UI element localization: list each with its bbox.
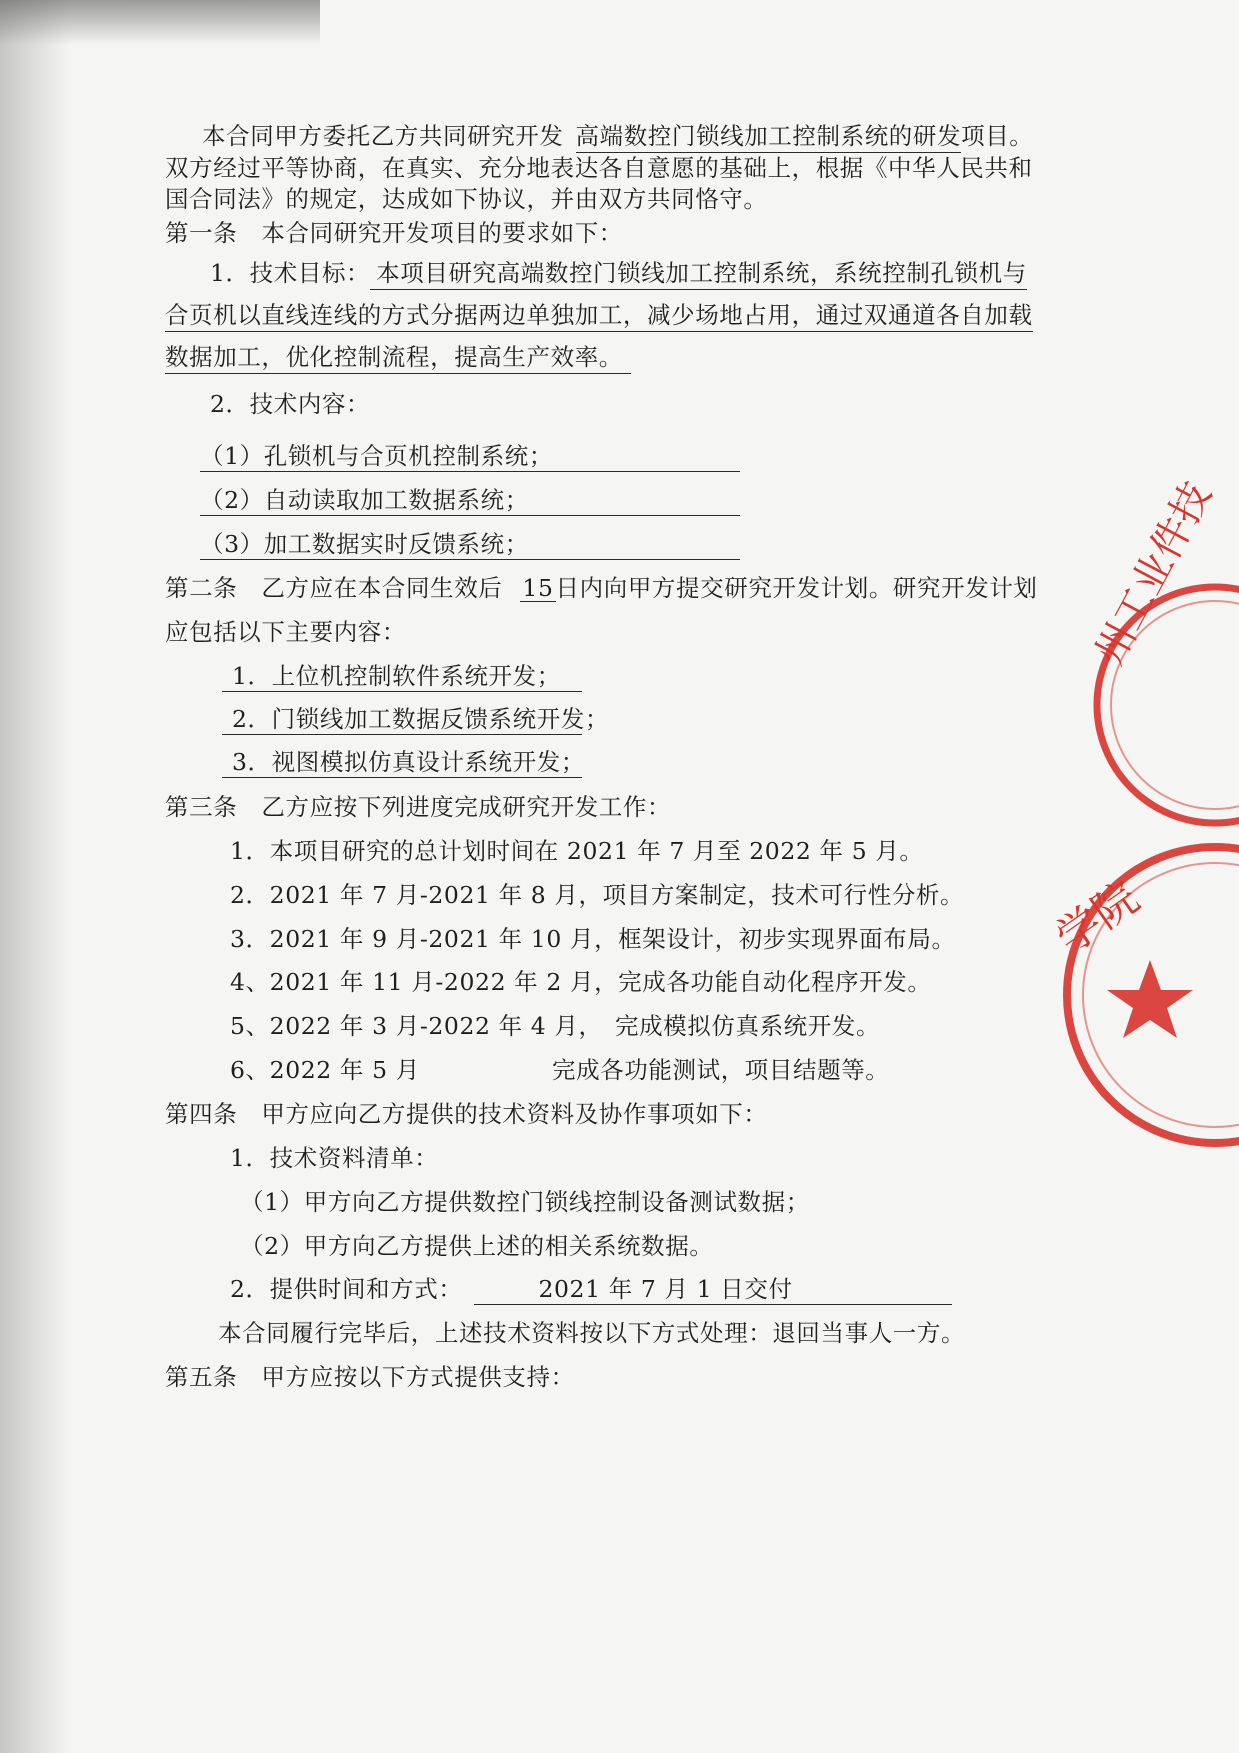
content-item-text: （1）孔锁机与合页机控制系统； xyxy=(200,441,740,472)
scan-shadow-left xyxy=(0,0,70,1753)
intro-line-2: 双方经过平等协商，在真实、充分地表达各自意愿的基础上，根据《中华人民共和 xyxy=(165,154,1033,182)
tech-list-label: 1．技术资料清单： xyxy=(230,1144,439,1172)
article3-heading: 第三条 乙方应按下列进度完成研究开发工作： xyxy=(165,793,672,821)
article1-goal-line-2 xyxy=(165,300,1033,332)
article2-suffix: 日内向甲方提交研究开发计划。研究开发计划 xyxy=(555,574,1038,602)
goal-text-1: 本项目研究高端数控门锁线加工控制系统，系统控制孔锁机与 xyxy=(370,260,1027,290)
plan-item-1 xyxy=(222,661,582,692)
content-item-3 xyxy=(200,529,740,560)
seal-1-text: 州工业件技 xyxy=(1086,474,1221,673)
goal-label: 1．技术目标： xyxy=(210,259,371,287)
plan-item-text: 2．门锁线加工数据反馈系统开发； xyxy=(222,704,582,735)
schedule-item-5: 5、2022 年 3 月-2022 年 4 月， 完成模拟仿真系统开发。 xyxy=(230,1012,881,1040)
plan-item-text: 3．视图模拟仿真设计系统开发； xyxy=(222,747,582,778)
schedule-item-3: 3．2021 年 9 月-2021 年 10 月，框架设计，初步实现界面布局。 xyxy=(230,925,956,953)
schedule-item-6-task: 完成各功能测试，项目结题等。 xyxy=(552,1056,890,1084)
schedule-item-4: 4、2021 年 11 月-2022 年 2 月，完成各功能自动化程序开发。 xyxy=(230,968,932,996)
plan-item-text: 1．上位机控制软件系统开发； xyxy=(222,661,582,692)
official-seal-2 xyxy=(1030,860,1239,1120)
content-item-2 xyxy=(200,485,740,516)
intro-suffix: 项目。 xyxy=(961,122,1034,150)
tech-list-item-2: （2）甲方向乙方提供上述的相关系统数据。 xyxy=(240,1232,714,1260)
content-item-text: （3）加工数据实时反馈系统； xyxy=(200,529,740,560)
article2-heading xyxy=(165,573,1038,603)
official-seal-1 xyxy=(1040,474,1239,830)
project-name: 高端数控门锁线加工控制系统的研发 xyxy=(576,123,962,153)
delivery-value: 2021 年 7 月 1 日交付 xyxy=(474,1274,952,1305)
article1-heading: 第一条 本合同研究开发项目的要求如下： xyxy=(165,219,623,247)
article2-prefix: 第二条 乙方应在本合同生效后 xyxy=(165,574,503,602)
tech-list-item-1: （1）甲方向乙方提供数控门锁线控制设备测试数据； xyxy=(240,1188,810,1216)
plan-item-2 xyxy=(222,704,610,735)
article1-goal-line-1 xyxy=(210,258,1027,290)
schedule-item-6-date: 6、2022 年 5 月 xyxy=(230,1056,420,1084)
plan-days: 15 xyxy=(522,574,554,602)
schedule-item-1: 1．本项目研究的总计划时间在 2021 年 7 月至 2022 年 5 月。 xyxy=(230,837,924,865)
content-item-text: （2）自动读取加工数据系统； xyxy=(200,485,740,516)
seal-star-icon xyxy=(1107,960,1193,1038)
schedule-item-2: 2．2021 年 7 月-2021 年 8 月，项目方案制定，技术可行性分析。 xyxy=(230,881,965,909)
content-item-1 xyxy=(200,441,740,472)
intro-line-3: 国合同法》的规定，达成如下协议，并由双方共同恪守。 xyxy=(165,185,768,213)
delivery-line xyxy=(230,1274,952,1305)
plan-item-3 xyxy=(222,747,585,778)
intro-prefix: 本合同甲方委托乙方共同研究开发 xyxy=(202,122,564,150)
goal-text-2: 合页机以直线连线的方式分据两边单独加工，减少场地占用，通过双通道各自加载 xyxy=(165,302,1033,332)
delivery-label: 2．提供时间和方式： xyxy=(230,1275,463,1303)
seal-2-text: 学院 xyxy=(1047,871,1149,965)
article1-goal-line-3 xyxy=(165,342,631,374)
article4-heading: 第四条 甲方应向乙方提供的技术资料及协作事项如下： xyxy=(165,1100,768,1128)
article5-heading: 第五条 甲方应按以下方式提供支持： xyxy=(165,1363,575,1391)
article1-content-label: 2．技术内容： xyxy=(210,390,371,418)
intro-line-1 xyxy=(202,121,1033,153)
article2-line-2: 应包括以下主要内容： xyxy=(165,618,406,646)
scan-shadow-top xyxy=(0,0,320,45)
goal-text-3: 数据加工，优化控制流程，提高生产效率。 xyxy=(165,344,631,374)
disposal-line: 本合同履行完毕后，上述技术资料按以下方式处理：退回当事人一方。 xyxy=(218,1319,966,1347)
